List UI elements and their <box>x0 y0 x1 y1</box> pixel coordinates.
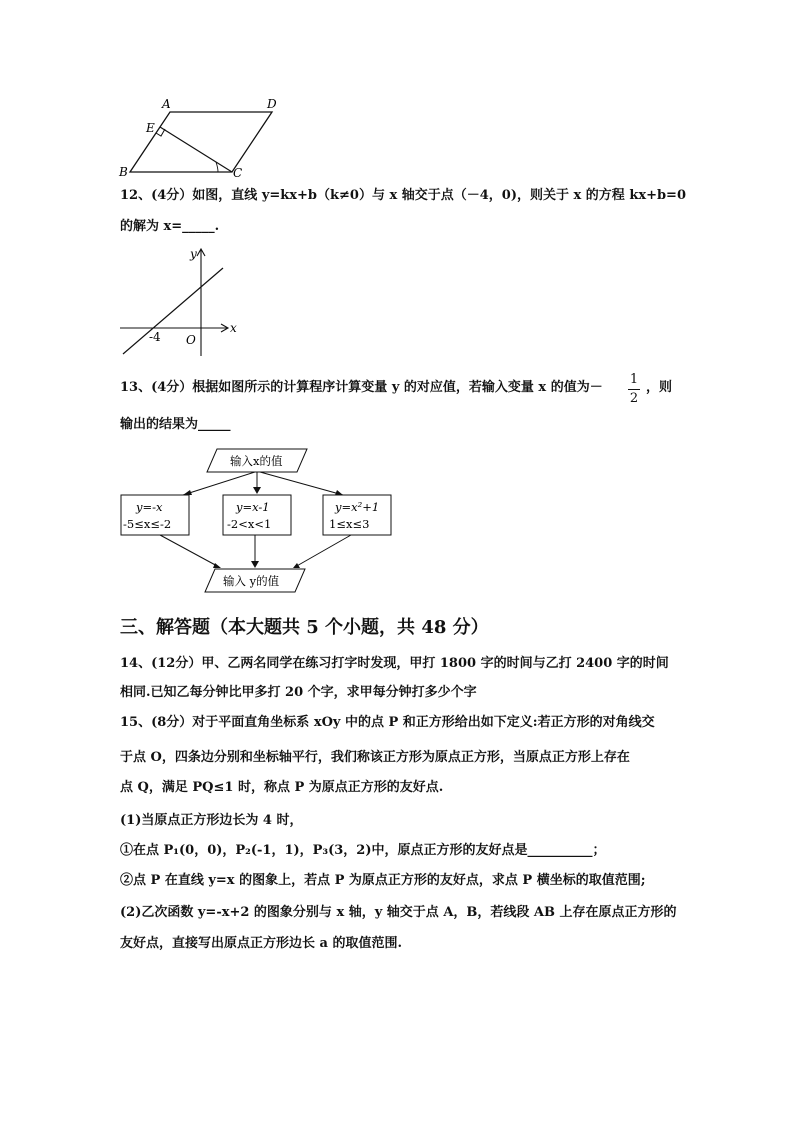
merge-right-line <box>295 535 351 567</box>
q13-line-1: 13、(4分）根据如图所示的计算程序计算变量 y 的对应值，若输入变量 x 的值为－ <box>120 380 603 395</box>
arrow-to-left-line <box>183 472 255 495</box>
branch-middle-formula: y=x-1 <box>236 500 270 514</box>
q15-line-3: 点 Q，满足 PQ≤1 时，称点 P 为原点正方形的友好点. <box>120 780 444 795</box>
fraction-denominator: 2 <box>629 391 639 406</box>
q15-part-1a: ①在点 P₁(0，0)，P₂(-1，1)，P₃(3，2)中，原点正方形的友好点是__________； <box>120 843 606 858</box>
branch-left-range: -5≤x≤-2 <box>123 517 172 531</box>
q15-part-2-line-1: (2)乙次函数 y=-x+2 的图象分别与 x 轴，y 轴交于点 A，B，若线段 AB 上存在原点正方形的 <box>120 905 677 920</box>
output-box-text: 输入 y的值 <box>223 574 280 588</box>
q14-line-1: 14、(12分）甲、乙两名同学在练习打字时发现，甲打 1800 字的时间与乙打 2400 字的时间 <box>120 656 669 671</box>
branch-right-range: 1≤x≤3 <box>329 517 370 531</box>
y-axis-label: y <box>190 247 197 261</box>
section-3-heading: 三、解答题（本大题共 5 个小题，共 48 分） <box>120 617 489 638</box>
q15-part-1: (1)当原点正方形边长为 4 时， <box>120 813 303 828</box>
x-axis-label: x <box>230 321 237 335</box>
merge-right-head-icon <box>293 563 300 568</box>
line-graph-figure <box>115 242 255 362</box>
label-b: B <box>119 165 128 179</box>
fraction-numerator: 1 <box>629 372 639 387</box>
arrow-to-middle-head-icon <box>253 487 261 494</box>
merge-left-line <box>160 535 219 567</box>
arrow-to-right-line <box>260 472 343 495</box>
graph-line <box>123 268 223 354</box>
flowchart <box>115 447 395 595</box>
q15-part-1b: ②点 P 在直线 y=x 的图象上，若点 P 为原点正方形的友好点，求点 P 横坐标的取值范围; <box>120 873 646 888</box>
q13-line-1-end: ，则 <box>646 380 673 395</box>
q15-line-1: 15、(8分）对于平面直角坐标系 xOy 中的点 P 和正方形给出如下定义:若正方形的对角线交 <box>120 715 655 730</box>
intercept-label: -4 <box>149 330 161 344</box>
branch-middle-range: -2<x<1 <box>227 517 272 531</box>
fraction-one-half <box>628 371 640 408</box>
q15-part-2-line-2: 友好点，直接写出原点正方形边长 a 的取值范围. <box>120 936 403 951</box>
label-d: D <box>267 97 277 111</box>
merge-middle-head-icon <box>251 561 259 568</box>
input-box-text: 输入x的值 <box>230 454 283 468</box>
label-c: C <box>233 166 243 180</box>
branch-left-formula: y=-x <box>136 500 163 514</box>
q15-line-2: 于点 O，四条边分别和坐标轴平行，我们称该正方形为原点正方形，当原点正方形上存在 <box>120 750 630 765</box>
label-e: E <box>146 121 155 135</box>
arrow-to-left-head-icon <box>183 490 192 495</box>
label-a: A <box>162 97 171 111</box>
branch-right-formula: y=x²+1 <box>335 500 380 514</box>
q12-line-2: 的解为 x=_____. <box>120 219 220 234</box>
perpendicular-segment <box>160 127 232 172</box>
q14-line-2: 相同.已知乙每分钟比甲多打 20 个字，求甲每分钟打多少个字 <box>120 685 477 700</box>
q12-line-1: 12、(4分）如图，直线 y=kx+b（k≠0）与 x 轴交于点（－4，0)，则关于 x 的方程 kx+b=0 <box>120 188 686 203</box>
arrow-to-right-head-icon <box>335 490 343 495</box>
origin-label: O <box>186 333 196 347</box>
parallelogram-figure <box>110 92 300 182</box>
q13-line-2: 输出的结果为_____ <box>120 417 231 432</box>
merge-left-head-icon <box>213 563 221 568</box>
